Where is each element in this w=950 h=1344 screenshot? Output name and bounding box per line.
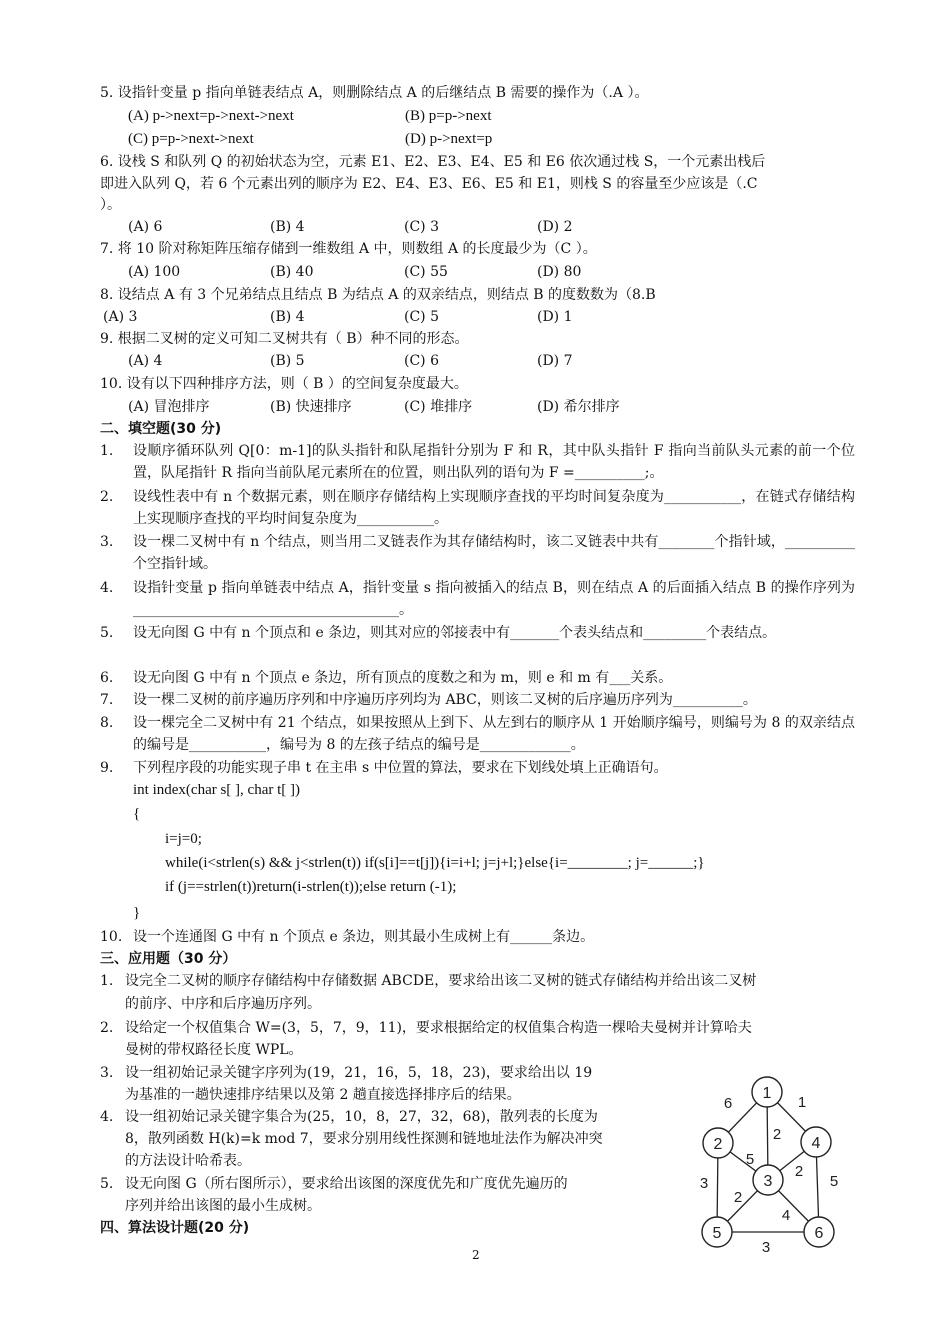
code-line-open-brace: { <box>133 806 141 822</box>
q9-option-a: (A) 4 <box>128 353 163 369</box>
apply-item-3-line2: 为基准的一趟快速排序结果以及第 2 趟直接选择排序后的结果。 <box>125 1087 521 1103</box>
q5-option-c: (C) p=p->next->next <box>128 131 254 147</box>
q5-stem: 5. 设指针变量 p 指向单链表结点 A，则删除结点 A 的后继结点 B 需要的操作为（.A ）。 <box>100 85 649 101</box>
node-2-label: 2 <box>713 1136 723 1153</box>
q8-stem: 8. 设结点 A 有 3 个兄弟结点且结点 B 为结点 A 的双亲结点，则结点 B 的度数数为（8.B <box>100 287 656 303</box>
apply-item-4-line1: 设一组初始记录关键字集合为(25，10，8，27，32，68)，散列表的长度为 <box>125 1109 598 1125</box>
apply-item-number: 3. <box>100 1065 114 1081</box>
q6-option-c: (C) 3 <box>404 219 439 235</box>
fill-item-1-text: 设顺序循环队列 Q[0：m-1]的队头指针和队尾指针分别为 F 和 R，其中队头指针 F 指向当前队头元素的前一个位置，队尾指针 R 指向当前队尾元素所在的位置，则出队列的语句为 F =__________;。 <box>133 443 855 481</box>
fill-item-number: 3. <box>100 534 114 550</box>
q7-option-c: (C) 55 <box>404 264 448 280</box>
fill-item-7-text: 设一棵二叉树的前序遍历序列和中序遍历序列均为 ABC，则该二叉树的后序遍历序列为__________。 <box>133 692 757 708</box>
q6-option-a: (A) 6 <box>128 219 163 235</box>
apply-item-5-line1: 设无向图 G（所右图所示），要求给出该图的深度优先和广度优先遍历的 <box>125 1176 568 1192</box>
weight-2-3: 5 <box>745 1151 755 1168</box>
weight-3-4: 2 <box>794 1163 804 1180</box>
apply-item-1-line1: 设完全二叉树的顺序存储结构中存储数据 ABCDE，要求给出该二叉树的链式存储结构并给出该二叉树 <box>125 973 757 989</box>
fill-item-9-text: 下列程序段的功能实现子串 t 在主串 s 中位置的算法，要求在下划线处填上正确语句。 <box>133 760 668 776</box>
q6-stem-line3: ）。 <box>100 197 121 213</box>
undirected-graph-figure <box>690 1068 860 1256</box>
q8-option-c: (C) 5 <box>404 309 439 325</box>
fill-item-number: 6. <box>100 670 114 686</box>
code-line-init: i=j=0; <box>165 831 202 847</box>
q8-option-b: (B) 4 <box>270 309 305 325</box>
fill-item-number: 4. <box>100 580 114 596</box>
node-5-label: 5 <box>712 1225 722 1242</box>
q9-option-d: (D) 7 <box>537 353 573 369</box>
q7-option-a: (A) 100 <box>128 264 181 280</box>
code-line-while: while(i<strlen(s) && j<strlen(t)) if(s[i]==t[j]){i=i+l; j=j+l;}else{i=________; j=______;} <box>165 855 705 871</box>
q10-option-d: (D) 希尔排序 <box>537 399 620 415</box>
apply-item-2-line2: 曼树的带权路径长度 WPL。 <box>125 1042 303 1058</box>
apply-item-number: 4. <box>100 1109 114 1125</box>
node-1-label: 1 <box>762 1085 772 1102</box>
q10-stem: 10. 设有以下四种排序方法，则（ B ）的空间复杂度最大。 <box>100 376 468 392</box>
fill-item-5-text: 设无向图 G 中有 n 个顶点和 e 条边，则其对应的邻接表中有_______个表头结点和_________个表结点。 <box>133 625 777 641</box>
node-4-label: 4 <box>811 1135 821 1152</box>
node-3-label: 3 <box>763 1173 773 1190</box>
q8-option-d: (D) 1 <box>537 309 573 325</box>
weight-1-2: 6 <box>723 1095 733 1112</box>
code-line-signature: int index(char s[ ], char t[ ]) <box>133 782 301 798</box>
q5-option-a: (A) p->next=p->next->next <box>128 108 294 124</box>
weight-5-6: 3 <box>761 1239 771 1256</box>
fill-item-number: 7. <box>100 692 114 708</box>
q6-stem-line1: 6. 设栈 S 和队列 Q 的初始状态为空，元素 E1、E2、E3、E4、E5 和 E6 依次通过栈 S，一个元素出栈后 <box>100 154 766 170</box>
q7-stem: 7. 将 10 阶对称矩阵压缩存储到一维数组 A 中，则数组 A 的长度最少为（C ）。 <box>100 241 597 257</box>
fill-section-heading: 二、填空题(30 分) <box>100 421 222 437</box>
code-line-close-brace: } <box>133 905 141 921</box>
fill-item-number: 5. <box>100 625 114 641</box>
q8-option-a: (A) 3 <box>103 309 138 325</box>
q6-stem-line2: 即进入队列 Q，若 6 个元素出列的顺序为 E2、E4、E3、E6、E5 和 E1，则栈 S 的容量至少应该是（.C <box>100 176 758 192</box>
q9-option-b: (B) 5 <box>270 353 305 369</box>
q10-option-a: (A) 冒泡排序 <box>128 399 210 415</box>
apply-item-number: 1. <box>100 973 114 989</box>
apply-item-4-line3: 的方法设计哈希表。 <box>125 1153 251 1169</box>
q5-option-b: (B) p=p->next <box>405 108 492 124</box>
q5-option-d: (D) p->next=p <box>405 131 493 147</box>
fill-item-number: 2. <box>100 489 114 505</box>
q7-option-d: (D) 80 <box>537 264 582 280</box>
fill-item-number: 9. <box>100 760 114 776</box>
fill-item-number: 10. <box>100 929 123 945</box>
algo-section-heading: 四、算法设计题(20 分) <box>100 1220 250 1236</box>
code-line-return: if (j==strlen(t))return(i-strlen(t));else return (-1); <box>165 879 457 895</box>
q9-option-c: (C) 6 <box>404 353 439 369</box>
fill-item-6-text: 设无向图 G 中有 n 个顶点 e 条边，所有顶点的度数之和为 m，则 e 和 m 有___关系。 <box>133 670 673 686</box>
q7-option-b: (B) 40 <box>270 264 314 280</box>
weight-2-5: 3 <box>699 1175 709 1192</box>
weight-1-4: 1 <box>797 1094 807 1111</box>
fill-item-10-text: 设一个连通图 G 中有 n 个顶点 e 条边，则其最小生成树上有______条边。 <box>133 929 595 945</box>
fill-item-number: 1. <box>100 443 114 459</box>
fill-item-number: 8. <box>100 715 114 731</box>
apply-item-2-line1: 设给定一个权值集合 W=(3，5，7，9，11)，要求根据给定的权值集合构造一棵哈夫曼树并计算哈夫 <box>125 1020 752 1036</box>
apply-item-3-line1: 设一组初始记录关键字序列为(19，21，16，5，18，23)，要求给出以 19 <box>125 1065 593 1081</box>
q10-option-c: (C) 堆排序 <box>404 399 473 415</box>
q9-stem: 9. 根据二叉树的定义可知二叉树共有（ B）种不同的形态。 <box>100 331 469 347</box>
fill-item-4-text: 设指针变量 p 指向单链表中结点 A，指针变量 s 指向被插入的结点 B，则在结点 A 的后面插入结点 B 的操作序列为______________________________________。 <box>133 580 855 618</box>
weight-3-6: 4 <box>781 1207 791 1224</box>
apply-item-number: 2. <box>100 1020 114 1036</box>
fill-item-8-text: 设一棵完全二叉树中有 21 个结点，如果按照从上到下、从左到右的顺序从 1 开始顺序编号，则编号为 8 的双亲结点的编号是___________，编号为 8 的左孩子结点的编号是_____________。 <box>133 715 855 753</box>
weight-4-6: 5 <box>829 1173 839 1190</box>
q10-option-b: (B) 快速排序 <box>270 399 352 415</box>
apply-item-5-line2: 序列并给出该图的最小生成树。 <box>125 1198 321 1214</box>
fill-item-3-text: 设一棵二叉树中有 n 个结点，则当用二叉链表作为其存储结构时，该二叉链表中共有________个指针域，__________个空指针域。 <box>133 534 855 572</box>
weight-1-3: 2 <box>772 1126 782 1143</box>
apply-item-4-line2: 8，散列函数 H(k)=k mod 7，要求分别用线性探测和链地址法作为解决冲突 <box>125 1131 603 1147</box>
node-6-label: 6 <box>814 1225 824 1242</box>
fill-item-2-text: 设线性表中有 n 个数据元素，则在顺序存储结构上实现顺序查找的平均时间复杂度为___________，在链式存储结构上实现顺序查找的平均时间复杂度为___________。 <box>133 489 855 527</box>
apply-section-heading: 三、应用题（30 分） <box>100 951 237 967</box>
apply-item-number: 5. <box>100 1176 114 1192</box>
q6-option-b: (B) 4 <box>270 219 305 235</box>
page-number: 2 <box>472 1248 480 1262</box>
q6-option-d: (D) 2 <box>537 219 573 235</box>
weight-3-5: 2 <box>733 1189 743 1206</box>
apply-item-1-line2: 的前序、中序和后序遍历序列。 <box>125 996 321 1012</box>
